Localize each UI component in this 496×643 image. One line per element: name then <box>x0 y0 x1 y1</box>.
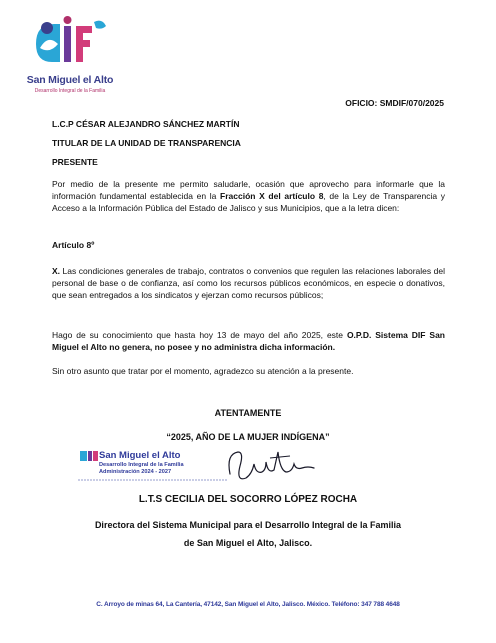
intro-text: Por medio de la presente me permito saludarle, ocasión que aprovecho para informarle que la información fundamental establecida en la <box>52 179 445 201</box>
fraction-label: X. <box>52 266 61 276</box>
statement-text: Hago de su conocimiento que hasta hoy 13 de mayo del año 2025, este <box>52 330 347 340</box>
signature-icon <box>222 444 318 488</box>
salutation: PRESENTE <box>52 157 98 167</box>
oficio-number: OFICIO: SMDIF/070/2025 <box>345 98 444 108</box>
addressee-title: TITULAR DE LA UNIDAD DE TRANSPARENCIA <box>52 138 241 148</box>
fraction-text: Las condiciones generales de trabajo, contratos o convenios que regulen las relaciones laborales del personal de base o de confianza, así como los recursos públicos económicos, en especie o donativos, que sean entregados a los sindicatos y ejerzan como recursos públicos; <box>52 266 445 300</box>
signer-name: L.T.S CECILIA DEL SOCORRO LÓPEZ ROCHA <box>138 494 358 505</box>
addressee-name: L.C.P CÉSAR ALEJANDRO SÁNCHEZ MARTÍN <box>52 119 240 129</box>
paragraph-closing: Sin otro asunto que tratar por el momento, agradezco su atención a la presente. <box>52 366 354 376</box>
paragraph-intro <box>52 178 445 214</box>
stamp-line-2: Administración 2024 - 2027 <box>99 469 172 475</box>
year-motto: “2025, AÑO DE LA MUJER INDÍGENA” <box>166 432 330 442</box>
article-heading: Artículo 8º <box>52 240 95 250</box>
intro-bold: Fracción X del artículo 8 <box>220 191 324 201</box>
signer-title-line-2: de San Miguel el Alto, Jalisco. <box>183 538 313 548</box>
atentamente: ATENTAMENTE <box>214 408 282 418</box>
org-name: San Miguel el Alto <box>26 74 114 86</box>
paragraph-statement <box>52 329 445 353</box>
intro-text-end: , de la Ley de Transparencia y Acceso a la Información Pública del Estado de Jalisco y sus Municipios, que a la letra dicen: <box>52 191 445 213</box>
statement-bold: O.P.D. Sistema DIF San Miguel el Alto no genera, no posee y no administra dicha información. <box>52 330 445 352</box>
stamp-org-name: San Miguel el Alto <box>99 450 181 461</box>
footer-address: C. Arroyo de minas 64, La Cantería, 47142, San Miguel el Alto, Jalisco. México. Teléfono: 347 788 4648 <box>96 601 400 608</box>
org-tagline: Desarrollo Integral de la Familia <box>34 88 106 94</box>
stamp-line-1: Desarrollo Integral de la Familia <box>99 462 184 468</box>
paragraph-fraction <box>52 265 445 301</box>
signer-title-line-1: Directora del Sistema Municipal para el Desarrollo Integral de la Familia <box>94 520 402 530</box>
addressee-block <box>52 118 241 175</box>
